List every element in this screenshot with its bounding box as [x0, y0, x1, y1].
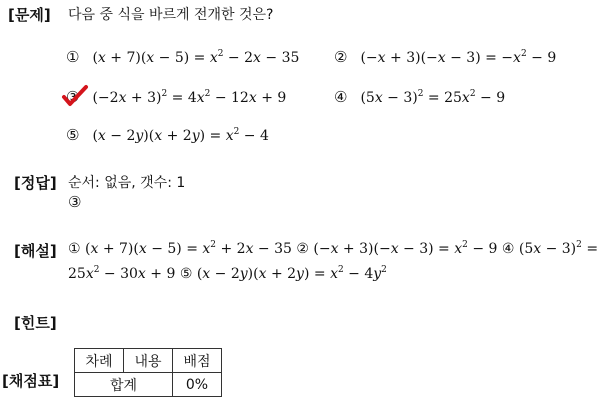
- option-1: [66, 48, 299, 66]
- checkmark-icon: [60, 84, 90, 108]
- option-5: [66, 126, 269, 144]
- header-order: 차례: [75, 349, 124, 373]
- total-value: 0%: [173, 373, 222, 397]
- option-3-expr: $(-2x + 3)^2 = 4x^2 - 12x + 9$: [92, 89, 287, 106]
- scoring-label: [채점표]: [2, 372, 60, 390]
- scoring-table: [74, 348, 222, 397]
- option-4: [334, 88, 505, 106]
- header-content: 내용: [124, 349, 173, 373]
- option-4-expr: $(5x - 3)^2 = 25x^2 - 9$: [360, 89, 506, 106]
- option-2-expr: $(-x + 3)(-x - 3) = -x^2 - 9$: [360, 49, 557, 66]
- answer-line-2: ③: [68, 193, 82, 211]
- question-label: [문제]: [8, 6, 51, 24]
- answer-line-1: 순서: 없음, 갯수: 1: [68, 175, 186, 191]
- explanation-line-2: $25x^2 - 30x + 9$ ⑤ $(x - 2y)(x + 2y) = x^2 - 4y^2$: [68, 265, 387, 282]
- hint-label: [힌트]: [14, 314, 57, 332]
- answer-label: [정답]: [14, 174, 57, 192]
- option-2-number: ②: [334, 48, 348, 66]
- option-3: [66, 88, 286, 106]
- header-points: 배점: [173, 349, 222, 373]
- question-text: 다음 중 식을 바르게 전개한 것은?: [68, 7, 274, 23]
- option-1-expr: $(x + 7)(x - 5) = x^2 - 2x - 35$: [92, 49, 300, 66]
- scoring-total-row: [75, 373, 222, 397]
- option-4-number: ④: [334, 88, 348, 106]
- explanation-line-1: ① $(x + 7)(x - 5) = x^2 + 2x - 35$ ② $(-x + 3)(-x - 3) = x^2 - 9$ ④ $(5x - 3)^2$ =: [68, 240, 599, 257]
- option-3-number: ③: [66, 88, 80, 106]
- scoring-header-row: [75, 349, 222, 373]
- option-2: [334, 48, 556, 66]
- option-5-number: ⑤: [66, 126, 80, 144]
- total-label: 합계: [75, 373, 173, 397]
- explanation-label: [해설]: [14, 242, 57, 260]
- option-1-number: ①: [66, 48, 80, 66]
- option-5-expr: $(x - 2y)(x + 2y) = x^2 - 4$: [92, 127, 269, 144]
